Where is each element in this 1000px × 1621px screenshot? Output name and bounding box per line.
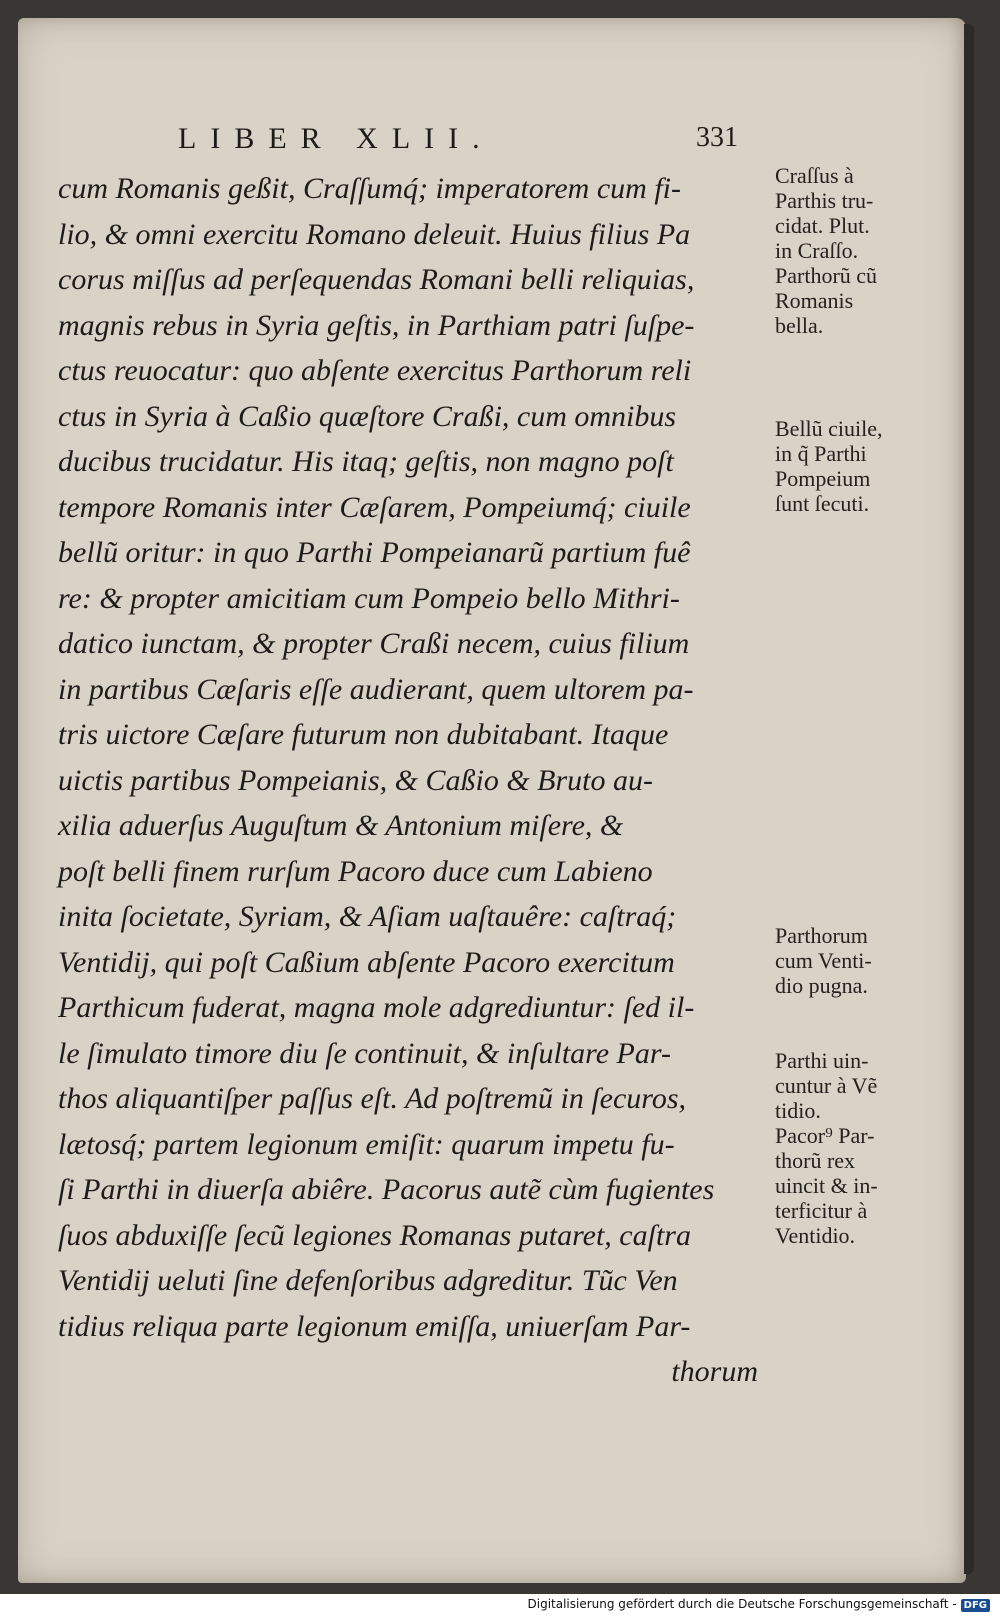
marginal-note-line: Parthorum bbox=[775, 923, 868, 948]
marginal-note-line: Pacor⁹ Par- bbox=[775, 1123, 875, 1148]
text-line: poſt belli finem rurſum Pacoro duce cum Labieno bbox=[58, 854, 653, 888]
text-line: magnis rebus in Syria geſtis, in Parthiam patri ſuſpe- bbox=[58, 308, 695, 342]
dfg-logo: DFG bbox=[961, 1599, 990, 1612]
text-line: ſuos abduxiſſe ſecũ legiones Romanas putaret, caſtra bbox=[58, 1218, 691, 1252]
running-title: LIBER XLII. bbox=[178, 122, 494, 155]
text-line: le ſimulato timore diu ſe continuit, & inſultare Par- bbox=[58, 1036, 671, 1070]
marginal-note-line: uincit & in- bbox=[775, 1173, 878, 1198]
text-line: ctus reuocatur: quo abſente exercitus Parthorum reli bbox=[58, 354, 692, 387]
main-text-block bbox=[58, 166, 758, 1395]
marginal-note-line: cum Venti- bbox=[775, 948, 872, 973]
text-line: ſi Parthi in diuerſa abiêre. Pacorus autẽ cùm fugientes bbox=[58, 1173, 715, 1206]
marginal-note-line: Bellũ ciuile, bbox=[775, 416, 883, 441]
marginal-note-line: Romanis bbox=[775, 288, 854, 313]
marginal-note bbox=[775, 416, 975, 516]
marginal-note-line: bella. bbox=[775, 313, 824, 338]
text-line: cum Romanis geßit, Craſſumq́; imperatorem cum fi- bbox=[58, 172, 681, 205]
marginal-note-line: in Craſſo. bbox=[775, 238, 859, 263]
text-line: thos aliquantiſper paſſus eſt. Ad poſtremũ in ſecuros, bbox=[58, 1082, 687, 1115]
text-line: uictis partibus Pompeianis, & Caßio & Bruto au- bbox=[58, 763, 654, 797]
text-line: corus miſſus ad perſequendas Romani belli reliquias, bbox=[58, 263, 695, 296]
book-page bbox=[18, 18, 966, 1583]
marginal-note-line: tidio. bbox=[775, 1098, 821, 1123]
running-header bbox=[178, 122, 738, 162]
marginal-note-line: Ventidio. bbox=[775, 1223, 856, 1248]
marginal-note-line: Parthis tru- bbox=[775, 188, 874, 213]
text-line: lætosq́; partem legionum emiſit: quarum impetu fu- bbox=[58, 1127, 675, 1161]
marginal-note bbox=[775, 923, 975, 998]
marginal-note bbox=[775, 1048, 975, 1248]
text-line: tidius reliqua parte legionum emiſſa, uniuerſam Par- bbox=[58, 1309, 691, 1343]
footer-credit bbox=[0, 1597, 1000, 1617]
text-line: ducibus trucidatur. His itaq; geſtis, non magno poſt bbox=[58, 445, 674, 478]
text-line: Ventidij ueluti ſine defenſoribus adgreditur. Tũc Ven bbox=[58, 1264, 678, 1297]
text-line: tris uictore Cæſare futurum non dubitabant. Itaque bbox=[58, 718, 669, 751]
text-line: inita ſocietate, Syriam, & Aſiam uaſtauêre: caſtraq́; bbox=[58, 900, 677, 933]
text-line: xilia aduerſus Auguſtum & Antonium miſere, & bbox=[58, 809, 624, 842]
marginal-note-line: Parthi uin- bbox=[775, 1048, 869, 1073]
text-line: Parthicum fuderat, magna mole adgrediuntur: ſed il- bbox=[58, 991, 695, 1024]
footer-text: Digitalisierung gefördert durch die Deutsche Forschungsgemeinschaft - bbox=[527, 1597, 957, 1611]
catchword: thorum bbox=[671, 1355, 758, 1388]
marginal-note-line: Parthorũ cũ bbox=[775, 263, 878, 288]
text-line: datico iunctam, & propter Craßi necem, cuius filium bbox=[58, 627, 690, 660]
marginal-note-line: cidat. Plut. bbox=[775, 213, 870, 238]
marginal-note-line: ſunt ſecuti. bbox=[775, 491, 870, 516]
text-line: ctus in Syria à Caßio quæſtore Craßi, cum omnibus bbox=[58, 399, 677, 433]
text-line: tempore Romanis inter Cæſarem, Pompeiumq́; ciuile bbox=[58, 490, 691, 524]
text-line: lio, & omni exercitu Romano deleuit. Huius filius Pa bbox=[58, 217, 691, 251]
text-line: re: & propter amicitiam cum Pompeio bello Mithri- bbox=[58, 581, 680, 615]
marginal-note-line: dio pugna. bbox=[775, 973, 868, 998]
marginal-note-line: thorũ rex bbox=[775, 1148, 856, 1173]
marginal-note-line: terficitur à bbox=[775, 1198, 868, 1223]
text-line: in partibus Cæſaris eſſe audierant, quem ultorem pa- bbox=[58, 672, 694, 706]
text-line: Ventidij, qui poſt Caßium abſente Pacoro exercitum bbox=[58, 945, 675, 979]
marginal-note bbox=[775, 163, 975, 338]
text-line: bellũ oritur: in quo Parthi Pompeianarũ partium fuê bbox=[58, 536, 691, 569]
marginal-note-line: in q̃ Parthi bbox=[775, 441, 867, 466]
marginal-note-line: cuntur à Vẽ bbox=[775, 1073, 878, 1098]
page-number: 331 bbox=[696, 122, 738, 153]
marginal-note-line: Pompeium bbox=[775, 466, 871, 491]
marginal-note-line: Craſſus à bbox=[775, 163, 854, 188]
